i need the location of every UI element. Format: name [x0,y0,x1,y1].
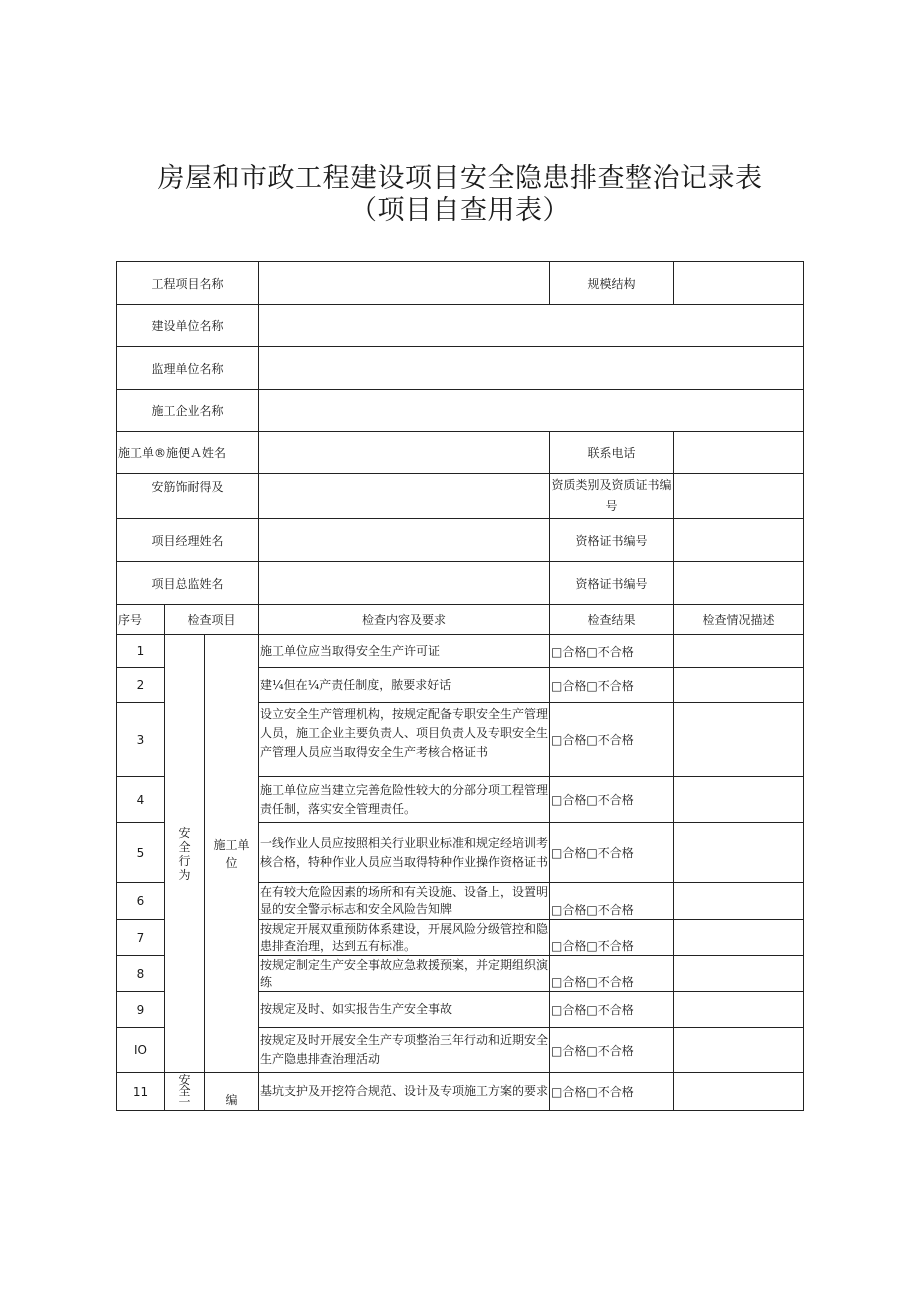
row-result[interactable]: □合格□不合格 [550,1073,674,1111]
row-description[interactable] [674,1073,804,1111]
row-content: 一线作业人员应按照相关行业职业标准和规定经培训考核合格，特种作业人员应当取得特种作业操作资格证书 [259,823,550,883]
table-row [117,1073,804,1111]
chief-cert-field[interactable] [674,562,804,605]
row-description[interactable] [674,883,804,920]
contractor-person-field[interactable] [259,432,550,474]
pm-field[interactable] [259,519,550,562]
qualification-label: 资质类别及资质证书编号 [550,474,674,519]
qualification-field[interactable] [674,474,804,519]
row-seq: 7 [117,920,165,956]
row-result[interactable]: □合格□不合格 [550,956,674,992]
row-content: 设立安全生产管理机构，按规定配备专职安全生产管理人员，施工企业主要负责人、项目负责人及专职安全生产管理人员应当取得安全生产考核合格证书 [259,703,550,777]
row-description[interactable] [674,777,804,823]
row-result[interactable]: □合格□不合格 [550,920,674,956]
row-description[interactable] [674,823,804,883]
checklist-table [116,604,804,1111]
row-description[interactable] [674,992,804,1028]
row-description[interactable] [674,956,804,992]
chief-supervisor-field[interactable] [259,562,550,605]
row-description[interactable] [674,703,804,777]
row-result[interactable]: □合格□不合格 [550,777,674,823]
row-seq: 1 [117,635,165,668]
project-name-field[interactable] [259,262,550,305]
group-safety-behavior: 安全行为 [165,635,205,1073]
cert-label-left: 安筋饰耐得及 [117,474,259,519]
scale-structure-field[interactable] [674,262,804,305]
chief-cert-label: 资格证书编号 [550,562,674,605]
row-seq: 3 [117,703,165,777]
row-result[interactable]: □合格□不合格 [550,883,674,920]
row-result[interactable]: □合格□不合格 [550,823,674,883]
chief-supervisor-label: 项目总监姓名 [117,562,259,605]
cert-field[interactable] [259,474,550,519]
row-description[interactable] [674,668,804,703]
phone-field[interactable] [674,432,804,474]
group-partial-sub: 编 [205,1073,259,1111]
col-seq: 序号 [117,605,165,635]
scale-structure-label: 规模结构 [550,262,674,305]
row-result[interactable]: □合格□不合格 [550,668,674,703]
row-content: 按规定制定生产安全事故应急救援预案，并定期组织演练 [259,956,550,992]
table-row [117,635,804,668]
col-item: 检查项目 [165,605,259,635]
row-seq: 2 [117,668,165,703]
page-title: 房屋和市政工程建设项目安全隐患排查整治记录表 [157,163,763,194]
row-description[interactable] [674,920,804,956]
phone-label: 联系电话 [550,432,674,474]
row-seq: 5 [117,823,165,883]
contractor-field[interactable] [259,390,804,432]
row-seq: 8 [117,956,165,992]
col-result: 检查结果 [550,605,674,635]
supervision-unit-field[interactable] [259,347,804,390]
pm-cert-field[interactable] [674,519,804,562]
page-subtitle: （项目自查用表） [350,195,570,226]
pm-cert-label: 资格证书编号 [550,519,674,562]
row-result[interactable]: □合格□不合格 [550,992,674,1028]
row-content: 按规定开展双重预防体系建设，开展风险分级管控和隐患排查治理，达到五有标准。 [259,920,550,956]
row-content: 建¼但在¼产责任制度，脓要求好话 [259,668,550,703]
row-result[interactable]: □合格□不合格 [550,1028,674,1073]
row-description[interactable] [674,635,804,668]
construction-unit-label: 建设单位名称 [117,305,259,347]
row-seq: IO [117,1028,165,1073]
col-content: 检查内容及要求 [259,605,550,635]
contractor-person-label: 施工单®施便Ａ姓名 [117,432,259,474]
supervision-unit-label: 监理单位名称 [117,347,259,390]
row-content: 施工单位应当取得安全生产许可证 [259,635,550,668]
row-content: 在有较大危险因素的场所和有关设施、设备上，设置明显的安全警示标志和安全风险告知牌 [259,883,550,920]
row-seq: 4 [117,777,165,823]
row-result[interactable]: □合格□不合格 [550,703,674,777]
row-seq: 6 [117,883,165,920]
row-result[interactable]: □合格□不合格 [550,635,674,668]
group-safety-partial: 安全一 [165,1073,205,1111]
project-name-label: 工程项目名称 [117,262,259,305]
row-content: 按规定及时开展安全生产专项整治三年行动和近期安全生产隐患排查治理活动 [259,1028,550,1073]
project-info-table [116,261,804,605]
row-description[interactable] [674,1028,804,1073]
row-content: 施工单位应当建立完善危险性较大的分部分项工程管理责任制，落实安全管理责任。 [259,777,550,823]
col-description: 检查情况描述 [674,605,804,635]
row-seq: 9 [117,992,165,1028]
contractor-label: 施工企业名称 [117,390,259,432]
row-content: 按规定及时、如实报告生产安全事故 [259,992,550,1028]
group-contractor-unit: 施工单位 [205,635,259,1073]
construction-unit-field[interactable] [259,305,804,347]
pm-label: 项目经理姓名 [117,519,259,562]
row-seq: 11 [117,1073,165,1111]
row-content: 基坑支护及开挖符合规范、设计及专项施工方案的要求 [259,1073,550,1111]
